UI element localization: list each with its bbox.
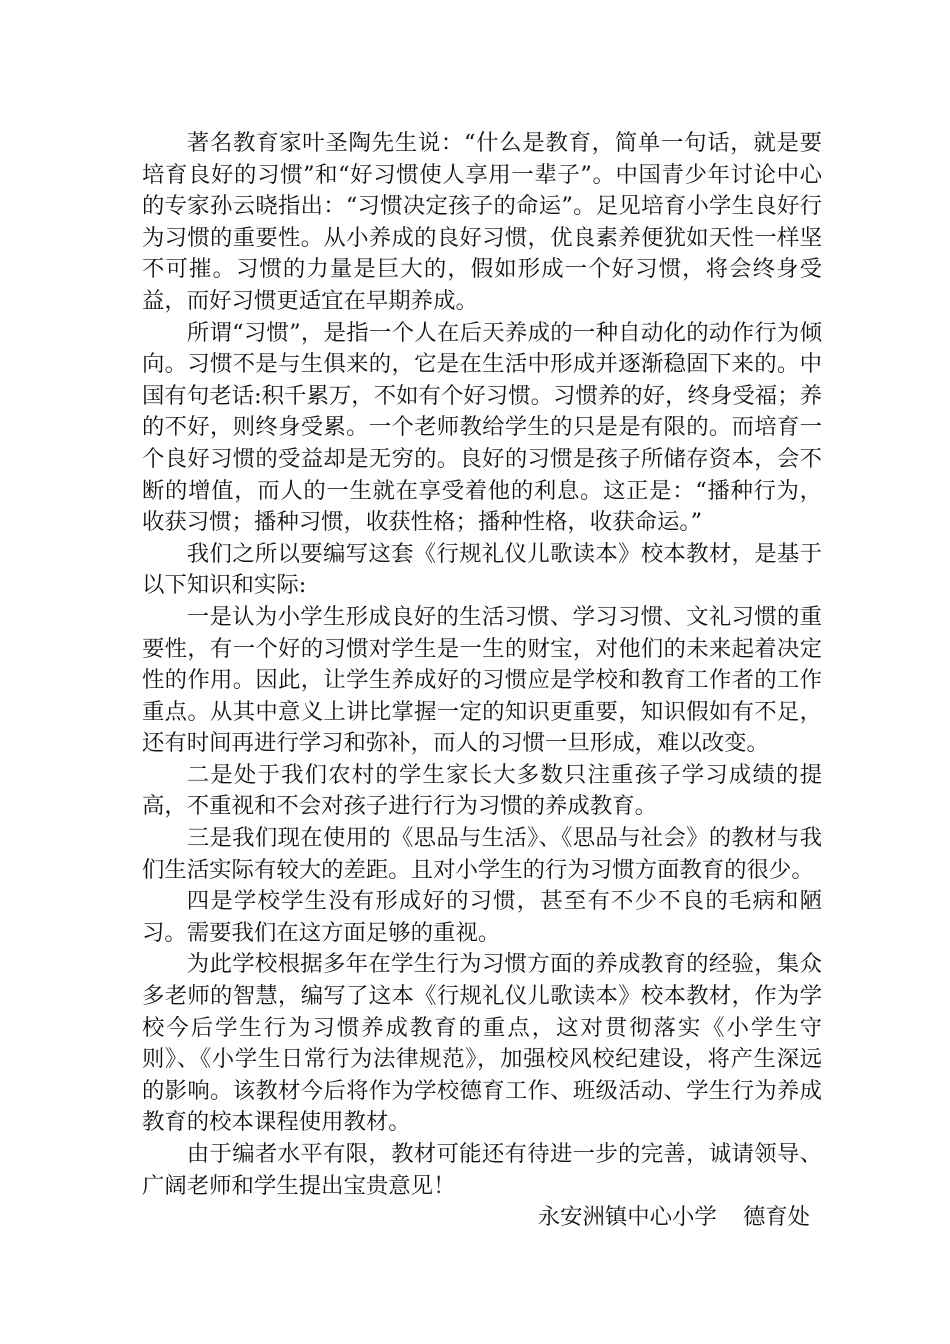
paragraph-3: 我们之所以要编写这套《行规礼仪儿歌读本》校本教材，是基于以下知识和实际: [142, 540, 822, 599]
paragraph-6: 三是我们现在使用的《思品与生活》、《思品与社会》的教材与我们生活实际有较大的差距。且对小学生的行为习惯方面教育的很少。 [142, 825, 822, 883]
paragraph-4: 一是认为小学生形成良好的生活习惯、学习习惯、文礼习惯的重要性，有一个好的习惯对学生是一生的财宝，对他们的未来起着决定性的作用。因此，让学生养成好的习惯应是学校和教育工作者的工作重点。从其中意义上讲比掌握一定的知识更重要，知识假如有不足，还有时间再进行学习和弥补，而人的习惯一旦形成，难以改变。 [142, 603, 822, 757]
paragraph-1: 著名教育家叶圣陶先生说：“什么是教育，简单一句话，就是要培育良好的习惯”和“好习惯使人享用一辈子”。中国青少年讨论中心的专家孙云晓指出：“习惯决定孩子的命运”。足见培育小学生良好行为习惯的重要性。从小养成的良好习惯，优良素养便犹如天性一样坚不可摧。习惯的力量是巨大的，假如形成一个好习惯，将会终身受益，而好习惯更适宜在早期养成。 [142, 130, 822, 314]
paragraph-9: 由于编者水平有限，教材可能还有待进一步的完善，诚请领导、广阔老师和学生提出宝贵意见！ [142, 1141, 822, 1199]
document-page [142, 128, 822, 1234]
paragraph-5: 二是处于我们农村的学生家长大多数只注重孩子学习成绩的提高，不重视和不会对孩子进行行为习惯的养成教育。 [142, 761, 822, 820]
paragraph-7: 四是学校学生没有形成好的习惯，甚至有不少不良的毛病和陋习。需要我们在这方面足够的重视。 [142, 888, 822, 946]
paragraph-8: 为此学校根据多年在学生行为习惯方面的养成教育的经验，集众多老师的智慧，编写了这本《行规礼仪儿歌读本》校本教材，作为学校今后学生行为习惯养成教育的重点，这对贯彻落实《小学生守则》、《小学生日常行为法律规范》，加强校风校纪建设，将产生深远的影响。该教材今后将作为学校德育工作、班级活动、学生行为养成教育的校本课程使用教材。 [142, 951, 822, 1136]
paragraph-2: 所谓“习惯”，是指一个人在后天养成的一种自动化的动作行为倾向。习惯不是与生俱来的，它是在生活中形成并逐渐稳固下来的。中国有句老话:积千累万，不如有个好习惯。习惯养的好，终身受福；养的不好，则终身受累。一个老师教给学生的只是是有限的。而培育一个良好习惯的受益却是无穷的。良好的习惯是孩子所储存资本，会不断的增值，而人的一生就在享受着他的利息。这正是：“播种行为，收获习惯；播种习惯，收获性格；播种性格，收获命运。” [142, 319, 822, 536]
signature [142, 1202, 822, 1234]
signature-school: 永安洲镇中心小学 [537, 1204, 717, 1231]
signature-department: 德育处 [742, 1204, 810, 1231]
